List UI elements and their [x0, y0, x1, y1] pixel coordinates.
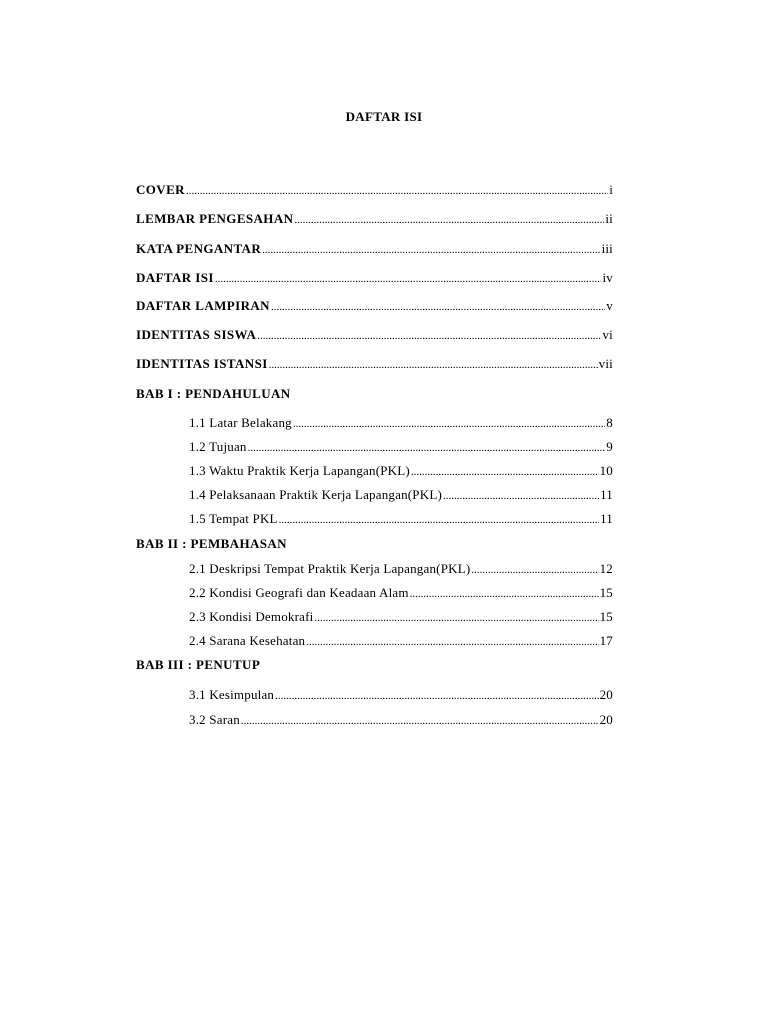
leader-dots — [443, 488, 599, 504]
leader-dots — [294, 212, 604, 228]
toc-entry-label: 1.1 Latar Belakang — [189, 415, 292, 430]
toc-entry-page: iii — [601, 241, 613, 256]
toc-entry-page: v — [606, 298, 613, 313]
chapter-heading-bab-2: BAB II : PEMBAHASAN — [136, 536, 287, 551]
toc-entry-page: i — [609, 182, 613, 197]
toc-entry-page: 11 — [600, 511, 613, 526]
toc-entry-page: iv — [602, 270, 613, 285]
toc-entry-label: 3.1 Kesimpulan — [189, 687, 275, 702]
toc-entry-page: 10 — [599, 463, 613, 478]
toc-entry-page: 15 — [599, 609, 613, 624]
leader-dots — [271, 299, 605, 315]
leader-dots — [279, 512, 599, 528]
toc-entry-page: 8 — [606, 415, 613, 430]
toc-entry-label: 1.5 Tempat PKL — [189, 511, 278, 526]
toc-section-2-1 — [189, 561, 613, 578]
toc-section-2-2 — [189, 585, 613, 602]
toc-section-2-3 — [189, 609, 613, 626]
toc-entry-daftar-isi — [136, 270, 613, 287]
toc-entry-kata-pengantar — [136, 241, 613, 258]
toc-entry-label: 2.1 Deskripsi Tempat Praktik Kerja Lapangan(PKL) — [189, 561, 471, 576]
leader-dots — [314, 610, 598, 626]
toc-section-1-2 — [189, 439, 613, 456]
toc-entry-label: LEMBAR PENGESAHAN — [136, 211, 294, 226]
toc-entry-page: 11 — [600, 487, 613, 502]
toc-entry-label: 1.2 Tujuan — [189, 439, 247, 454]
leader-dots — [248, 440, 606, 456]
toc-entry-label: DAFTAR LAMPIRAN — [136, 298, 270, 313]
leader-dots — [269, 357, 598, 373]
toc-section-1-4 — [189, 487, 613, 504]
toc-entry-label: DAFTAR ISI — [136, 270, 214, 285]
toc-entry-label: IDENTITAS SISWA — [136, 327, 257, 342]
chapter-heading-bab-1: BAB I : PENDAHULUAN — [136, 386, 291, 401]
leader-dots — [257, 328, 601, 344]
leader-dots — [241, 713, 599, 729]
toc-entry-page: 20 — [599, 712, 613, 727]
toc-entry-label: 3.2 Saran — [189, 712, 240, 727]
toc-entry-label: 2.3 Kondisi Demokrafi — [189, 609, 314, 624]
leader-dots — [275, 688, 598, 704]
toc-entry-label: 2.4 Sarana Kesehatan — [189, 633, 306, 648]
toc-entry-label: KATA PENGANTAR — [136, 241, 262, 256]
toc-section-1-1 — [189, 415, 613, 432]
toc-entry-label: COVER — [136, 182, 185, 197]
leader-dots — [215, 271, 602, 287]
toc-entry-page: 12 — [599, 561, 613, 576]
chapter-heading-bab-3: BAB III : PENUTUP — [136, 657, 261, 672]
toc-entry-daftar-lampiran — [136, 298, 613, 315]
leader-dots — [262, 242, 600, 258]
toc-entry-label: 1.3 Waktu Praktik Kerja Lapangan(PKL) — [189, 463, 410, 478]
leader-dots — [410, 586, 599, 602]
leader-dots — [293, 416, 605, 432]
toc-entry-label: IDENTITAS ISTANSI — [136, 356, 268, 371]
toc-entry-identitas-siswa — [136, 327, 613, 344]
leader-dots — [306, 634, 598, 650]
leader-dots — [471, 562, 598, 578]
toc-entry-page: 9 — [606, 439, 613, 454]
toc-section-1-5 — [189, 511, 613, 528]
toc-entry-page: 17 — [599, 633, 613, 648]
toc-section-2-4 — [189, 633, 613, 650]
leader-dots — [411, 464, 599, 480]
toc-entry-lembar-pengesahan — [136, 211, 613, 228]
toc-entry-page: vi — [602, 327, 613, 342]
toc-entry-page: 15 — [599, 585, 613, 600]
toc-section-1-3 — [189, 463, 613, 480]
toc-entry-label: 2.2 Kondisi Geografi dan Keadaan Alam — [189, 585, 409, 600]
toc-entry-page: 20 — [599, 687, 613, 702]
toc-entry-page: vii — [598, 356, 613, 371]
toc-entry-page: ii — [605, 211, 613, 226]
toc-entry-label: 1.4 Pelaksanaan Praktik Kerja Lapangan(PKL) — [189, 487, 442, 502]
leader-dots — [186, 183, 608, 199]
toc-entry-cover — [136, 182, 613, 199]
toc-entry-identitas-istansi — [136, 356, 613, 373]
toc-section-3-2 — [189, 712, 613, 729]
page-title: DAFTAR ISI — [345, 109, 423, 124]
toc-section-3-1 — [189, 687, 613, 704]
